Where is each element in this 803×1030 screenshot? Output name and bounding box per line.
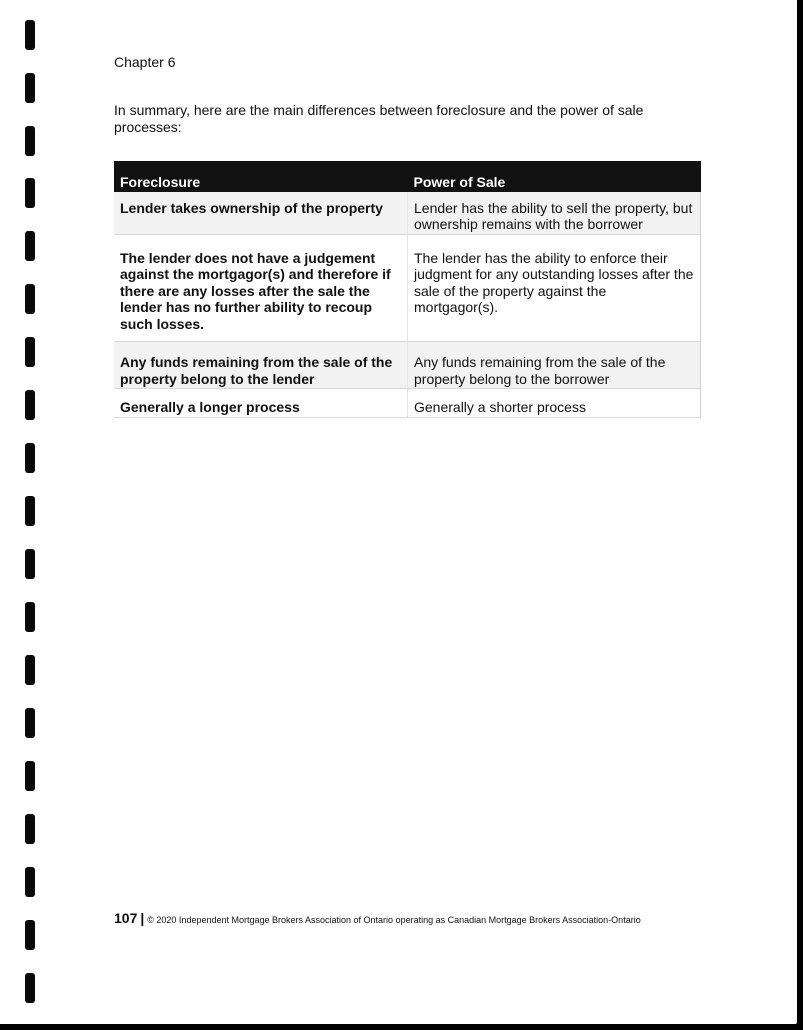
binding-hole xyxy=(25,814,35,844)
power-of-sale-cell: Generally a shorter process xyxy=(408,389,701,418)
foreclosure-cell: Lender takes ownership of the property xyxy=(114,192,408,235)
binding-hole xyxy=(25,73,35,103)
column-header-power-of-sale: Power of Sale xyxy=(408,161,701,192)
page-number: 107 xyxy=(114,910,138,926)
table-header-row xyxy=(114,161,701,192)
summary-paragraph: In summary, here are the main differences between foreclosure and the power of sale processes: xyxy=(114,102,644,135)
table-row xyxy=(114,342,701,389)
foreclosure-cell: Any funds remaining from the sale of the property belong to the lender xyxy=(114,342,408,389)
table-row xyxy=(114,234,701,342)
binding-hole xyxy=(25,231,35,261)
comparison-table xyxy=(114,161,701,418)
foreclosure-cell: Generally a longer process xyxy=(114,389,408,418)
binding-hole xyxy=(25,284,35,314)
binding-hole xyxy=(25,655,35,685)
binding-hole xyxy=(25,443,35,473)
binding-hole xyxy=(25,496,35,526)
binding-hole xyxy=(25,867,35,897)
binding-hole xyxy=(25,20,35,50)
binding-hole xyxy=(25,761,35,791)
table-row xyxy=(114,192,701,235)
column-header-foreclosure: Foreclosure xyxy=(114,161,408,192)
binding-hole xyxy=(25,920,35,950)
power-of-sale-cell: The lender has the ability to enforce their judgment for any outstanding losses after the sale of the property against the mortgagor(s). xyxy=(408,234,701,342)
chapter-heading: Chapter 6 xyxy=(114,54,176,70)
table-row xyxy=(114,389,701,418)
binding-hole xyxy=(25,708,35,738)
copyright-notice: © 2020 Independent Mortgage Brokers Association of Ontario operating as Canadian Mortgage Brokers Association-Ontario xyxy=(147,915,641,925)
binding-hole xyxy=(25,390,35,420)
foreclosure-cell: The lender does not have a judgement against the mortgagor(s) and therefore if there are any losses after the sale the lender has no further ability to recoup such losses. xyxy=(114,234,408,342)
binding-hole xyxy=(25,973,35,1003)
binding-hole xyxy=(25,549,35,579)
binding-hole xyxy=(25,602,35,632)
page-footer xyxy=(114,910,641,928)
power-of-sale-cell: Lender has the ability to sell the property, but ownership remains with the borrower xyxy=(408,192,701,235)
footer-separator: | xyxy=(140,910,145,926)
binding-hole xyxy=(25,126,35,156)
binding-hole xyxy=(25,337,35,367)
binding-hole xyxy=(25,178,35,208)
power-of-sale-cell: Any funds remaining from the sale of the property belong to the borrower xyxy=(408,342,701,389)
